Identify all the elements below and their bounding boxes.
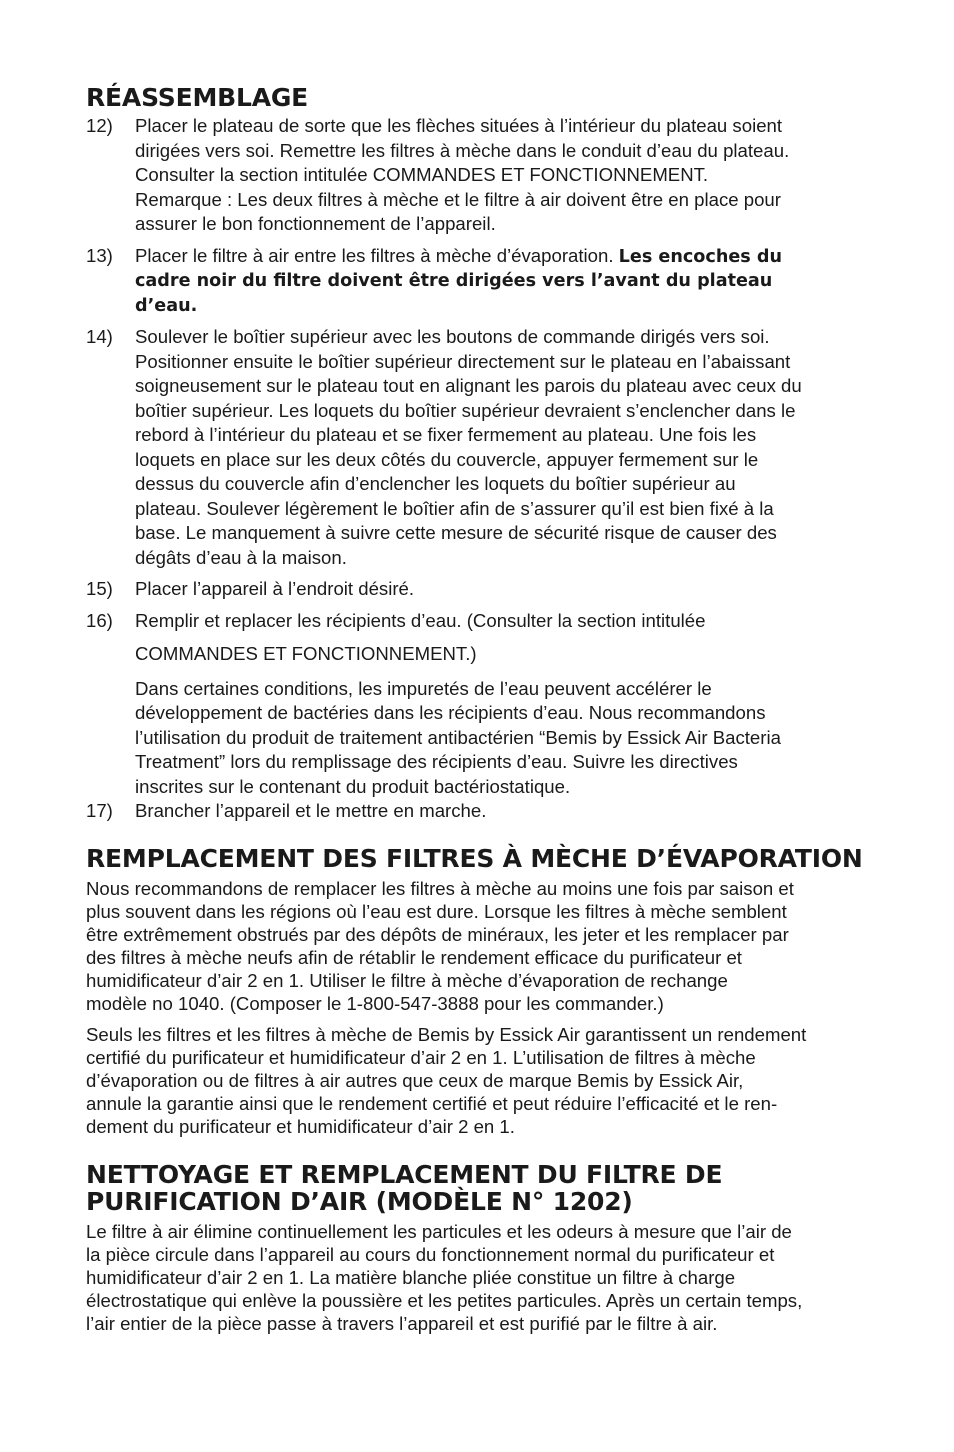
step-warning: d’eau. bbox=[135, 295, 198, 316]
step-16 bbox=[86, 609, 872, 800]
step-line: Brancher l’appareil et le mettre en marche. bbox=[135, 800, 487, 821]
step-line: Remarque : Les deux filtres à mèche et le filtre à air doivent être en place pour bbox=[135, 188, 781, 210]
paragraph-line: humidificateur d’air 2 en 1. La matière blanche pliée constitue un filtre à charge bbox=[86, 1266, 736, 1288]
step-line: Placer le plateau de sorte que les flèches situées à l’intérieur du plateau soient bbox=[135, 115, 783, 136]
step-warning: Les encoches du bbox=[618, 246, 782, 267]
section-title-wick-filter-replacement: REMPLACEMENT DES FILTRES À MÈCHE D’ÉVAPORATION bbox=[86, 843, 863, 873]
paragraph-line: l’air entier de la pièce passe à travers l’appareil et est purifié par le filtre à air. bbox=[86, 1312, 718, 1334]
step-line: développement de bactéries dans les récipients d’eau. Nous recommandons bbox=[135, 702, 766, 723]
section-title-line: NETTOYAGE ET REMPLACEMENT DU FILTRE DE bbox=[86, 1159, 723, 1189]
manual-page bbox=[86, 84, 872, 1335]
paragraph-line: Nous recommandons de remplacer les filtres à mèche au moins une fois par saison et bbox=[86, 877, 794, 899]
step-line: Dans certaines conditions, les impuretés de l’eau peuvent accélérer le bbox=[135, 677, 712, 699]
step-line: Remplir et replacer les récipients d’eau. (Consulter la section intitulée bbox=[135, 609, 706, 631]
step-17 bbox=[86, 799, 872, 824]
step-number: 16) bbox=[86, 609, 113, 631]
paragraph-line: dement du purificateur et humidificateur d’air 2 en 1. bbox=[86, 1115, 515, 1137]
step-12 bbox=[86, 114, 872, 237]
step-line: Treatment” lors du remplissage des récipients d’eau. Suivre les directives bbox=[135, 751, 738, 772]
step-15 bbox=[86, 577, 872, 602]
paragraph bbox=[86, 877, 872, 1015]
step-line bbox=[135, 244, 872, 270]
paragraph-line: des filtres à mèche neufs afin de rétablir le rendement efficace du purificateur et bbox=[86, 946, 742, 968]
paragraph-line: la pièce circule dans l’appareil au cours du fonctionnement normal du purificateur et bbox=[86, 1243, 775, 1265]
step-text: Placer le filtre à air entre les filtres à mèche d’évaporation. bbox=[135, 244, 619, 266]
step-paragraph bbox=[135, 677, 872, 800]
paragraph bbox=[86, 1220, 872, 1335]
step-line: l’utilisation du produit de traitement antibactérien “Bemis by Essick Air Bacteria bbox=[135, 726, 781, 748]
paragraph-line: certifié du purificateur et humidificateur d’air 2 en 1. L’utilisation de filtres à mèche bbox=[86, 1046, 756, 1068]
section-title-air-filter-cleaning bbox=[86, 1161, 872, 1215]
step-line: assurer le bon fonctionnement de l’appareil. bbox=[135, 213, 496, 234]
step-line: dirigées vers soi. Remettre les filtres à mèche dans le conduit d’eau du plateau. bbox=[135, 139, 790, 161]
step-line: dessus du couvercle afin d’enclencher les loquets du boîtier supérieur au bbox=[135, 473, 736, 494]
step-line: Soulever le boîtier supérieur avec les boutons de commande dirigés vers soi. bbox=[135, 326, 770, 347]
paragraph-line: Le filtre à air élimine continuellement les particules et les odeurs à mesure que l’air de bbox=[86, 1220, 792, 1242]
section-title-reassemblage: RÉASSEMBLAGE bbox=[86, 83, 309, 112]
step-line: base. Le manquement à suivre cette mesure de sécurité risque de causer des bbox=[135, 522, 777, 543]
paragraph bbox=[86, 1023, 872, 1138]
step-number: 13) bbox=[86, 244, 113, 266]
step-number: 14) bbox=[86, 326, 113, 347]
paragraph-line: humidificateur d’air 2 en 1. Utiliser le filtre à mèche d’évaporation de rechange bbox=[86, 969, 728, 991]
paragraph-line: Seuls les filtres et les filtres à mèche de Bemis by Essick Air garantissent un rendement bbox=[86, 1023, 807, 1045]
paragraph-line: modèle no 1040. (Composer le 1-800-547-3888 pour les commander.) bbox=[86, 992, 664, 1014]
paragraph-line: d’évaporation ou de filtres à air autres que ceux de marque Bemis by Essick Air, bbox=[86, 1069, 744, 1091]
paragraph-line: être extrêmement obstrués par des dépôts de minéraux, les jeter et les remplacer par bbox=[86, 923, 789, 945]
step-line: inscrites sur le contenant du produit bactériostatique. bbox=[135, 775, 571, 797]
step-line: soigneusement sur le plateau tout en alignant les parois du plateau avec ceux du bbox=[135, 375, 802, 396]
step-number: 15) bbox=[86, 578, 113, 599]
step-warning: cadre noir du filtre doivent être dirigées vers l’avant du plateau bbox=[135, 271, 773, 291]
paragraph-line: annule la garantie ainsi que le rendement certifié et peut réduire l’efficacité et le ren- bbox=[86, 1092, 778, 1114]
section-title-line: PURIFICATION D’AIR (MODÈLE N° 1202) bbox=[86, 1186, 633, 1216]
step-line: dégâts d’eau à la maison. bbox=[135, 546, 347, 568]
step-line: loquets en place sur les deux côtés du couvercle, appuyer fermement sur le bbox=[135, 448, 759, 470]
paragraph-line: électrostatique qui enlève la poussière et les petites particules. Après un certain temps, bbox=[86, 1289, 803, 1311]
step-line: plateau. Soulever légèrement le boîtier afin de s’assurer qu’il est bien fixé à la bbox=[135, 497, 774, 519]
step-note: COMMANDES ET FONCTIONNEMENT.) bbox=[135, 643, 477, 664]
step-line: Placer l’appareil à l’endroit désiré. bbox=[135, 578, 415, 599]
step-number: 17) bbox=[86, 800, 113, 821]
paragraph-line: plus souvent dans les régions où l’eau est dure. Lorsque les filtres à mèche semblent bbox=[86, 900, 787, 922]
step-line: boîtier supérieur. Les loquets du boîtier supérieur devraient s’enclencher dans le bbox=[135, 399, 796, 421]
step-13 bbox=[86, 244, 872, 319]
step-line: rebord à l’intérieur du plateau et se fixer fermement au plateau. Une fois les bbox=[135, 424, 757, 445]
step-line: Positionner ensuite le boîtier supérieur directement sur le plateau en l’abaissant bbox=[135, 350, 791, 372]
step-14 bbox=[86, 325, 872, 570]
step-line: Consulter la section intitulée COMMANDES ET FONCTIONNEMENT. bbox=[135, 164, 709, 185]
step-number: 12) bbox=[86, 115, 113, 136]
